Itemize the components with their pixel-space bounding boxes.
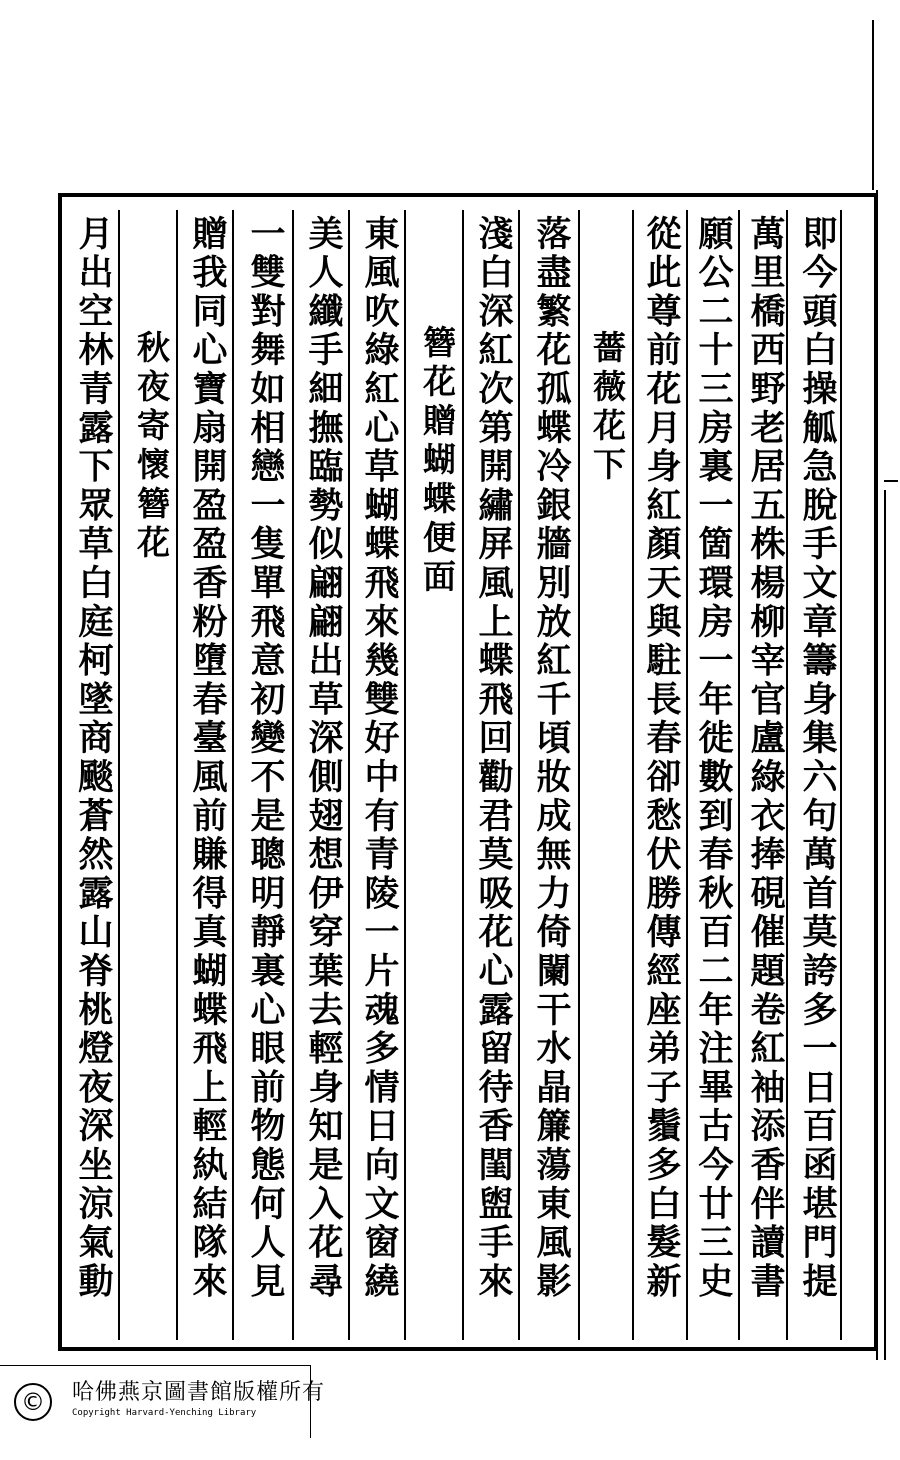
text-column: 月出空林青露下眾草白庭柯墜商颷蒼然露山脊桃燈夜深坐涼氣動 bbox=[73, 215, 114, 1302]
text-column: 萬里橋西野老居五株楊柳宰官盧綠衣捧硯催題卷紅袖添香伴讀書 bbox=[745, 215, 786, 1302]
page-edge-line bbox=[872, 20, 874, 190]
text-column: 一雙對舞如相戀一隻單飛意初變不是聰明靜裏心眼前物態何人見 bbox=[245, 215, 286, 1302]
column-rule bbox=[840, 210, 842, 1340]
column-rule bbox=[404, 210, 406, 1340]
copyright-chinese: 哈佛燕京圖書館版權所有 bbox=[72, 1380, 326, 1405]
column-rule bbox=[232, 210, 234, 1340]
column-rule bbox=[738, 210, 740, 1340]
text-column: 從此尊前花月身紅顏天與駐長春卻愁伏勝傳經座弟子鬚多白髮新 bbox=[641, 215, 682, 1302]
page-edge-line bbox=[884, 490, 886, 1360]
column-rule bbox=[518, 210, 520, 1340]
page-edge-line bbox=[876, 190, 878, 1360]
column-rule bbox=[176, 210, 178, 1340]
text-column: 即今頭白操觚急脫手文章籌身集六句萬首莫誇多一日百函堪門提 bbox=[797, 215, 838, 1302]
copyright-icon: © bbox=[14, 1383, 52, 1421]
column-rule bbox=[578, 210, 580, 1340]
copyright-english: Copyright Harvard-Yenching Library bbox=[72, 1408, 257, 1418]
column-rule bbox=[686, 210, 688, 1340]
column-rule bbox=[462, 210, 464, 1340]
column-rule bbox=[348, 210, 350, 1340]
page-edge-line bbox=[884, 480, 898, 482]
text-column: 淺白深紅次第開繡屏風上蝶飛回勸君莫吸花心露留待香閨盥手來 bbox=[473, 215, 514, 1302]
text-column: 願公二十三房裏一箇環房一年徙數到春秋百二年注畢古今廿三史 bbox=[693, 215, 734, 1302]
text-column: 美人纖手細撫臨勢似翩翩出草深側翅想伊穿葉去輕身知是入花尋 bbox=[303, 215, 344, 1302]
poem-title: 秋夜寄懷簪花 bbox=[132, 330, 171, 564]
text-column: 東風吹綠紅心草蝴蝶飛來幾雙好中有青陵一片魂多情日向文窗繞 bbox=[359, 215, 400, 1302]
column-rule bbox=[632, 210, 634, 1340]
text-column: 落盡繁花孤蝶冷銀牆別放紅千頃妝成無力倚闌干水晶簾蕩東風影 bbox=[531, 215, 572, 1302]
column-rule bbox=[292, 210, 294, 1340]
text-column: 贈我同心寶扇開盈盈香粉墮春臺風前賺得真蝴蝶飛上輕紈結隊來 bbox=[187, 215, 228, 1302]
column-rule bbox=[118, 210, 120, 1340]
poem-title: 簪花贈蝴蝶便面 bbox=[418, 325, 457, 598]
poem-title: 薔薇花下 bbox=[588, 330, 627, 486]
